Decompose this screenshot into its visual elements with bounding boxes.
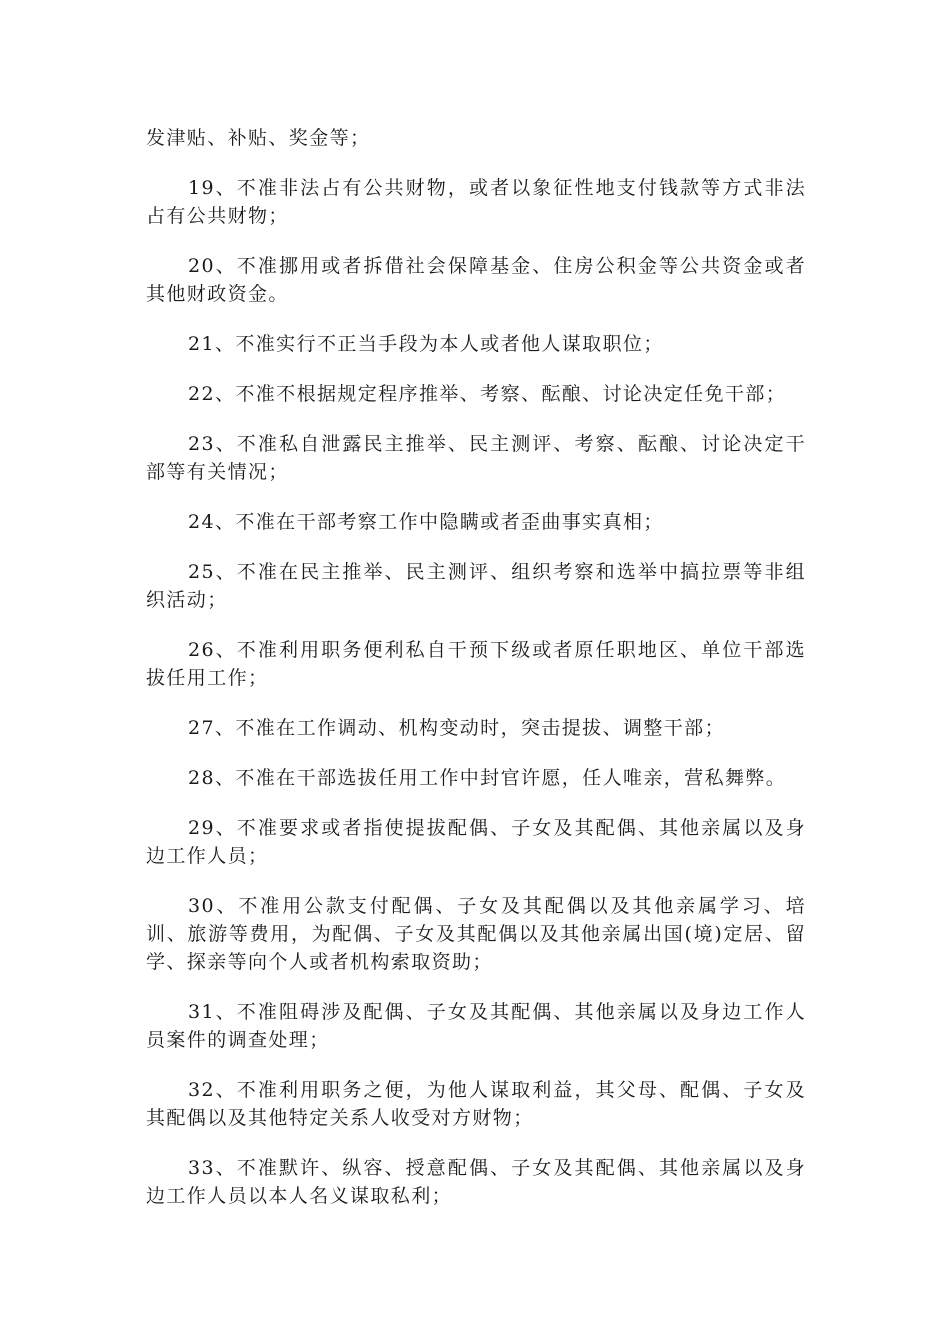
paragraph-item-25: 25、不准在民主推举、民主测评、组织考察和选举中搞拉票等非组织活动； (146, 561, 806, 611)
paragraph-item-19: 19、不准非法占有公共财物，或者以象征性地支付钱款等方式非法占有公共财物； (146, 177, 806, 227)
paragraph-item-20: 20、不准挪用或者拆借社会保障基金、住房公积金等公共资金或者其他财政资金。 (146, 255, 806, 305)
paragraph-item-30: 30、不准用公款支付配偶、子女及其配偶以及其他亲属学习、培训、旅游等费用，为配偶、子女及其配偶以及其他亲属出国(境)定居、留学、探亲等向个人或者机构索取资助； (146, 895, 806, 973)
paragraph-item-33: 33、不准默许、纵容、授意配偶、子女及其配偶、其他亲属以及身边工作人员以本人名义谋取私利； (146, 1157, 806, 1207)
paragraph-item-31: 31、不准阻碍涉及配偶、子女及其配偶、其他亲属以及身边工作人员案件的调查处理； (146, 1001, 806, 1051)
paragraph-item-24: 24、不准在干部考察工作中隐瞒或者歪曲事实真相； (188, 511, 664, 533)
paragraph-item-21: 21、不准实行不正当手段为本人或者他人谋取职位； (188, 333, 664, 355)
paragraph-item-32: 32、不准利用职务之便，为他人谋取利益，其父母、配偶、子女及其配偶以及其他特定关系人收受对方财物； (146, 1079, 806, 1129)
paragraph-item-27: 27、不准在工作调动、机构变动时，突击提拔、调整干部； (188, 717, 725, 739)
paragraph-item-26: 26、不准利用职务便利私自干预下级或者原任职地区、单位干部选拔任用工作； (146, 639, 806, 689)
paragraph-continuation: 发津贴、补贴、奖金等； (146, 127, 371, 149)
document-body (146, 124, 806, 1232)
paragraph-item-23: 23、不准私自泄露民主推举、民主测评、考察、酝酿、讨论决定干部等有关情况； (146, 433, 806, 483)
paragraph-item-29: 29、不准要求或者指使提拔配偶、子女及其配偶、其他亲属以及身边工作人员； (146, 817, 806, 867)
paragraph-item-22: 22、不准不根据规定程序推举、考察、酝酿、讨论决定任免干部； (188, 383, 787, 405)
paragraph-item-28: 28、不准在干部选拔任用工作中封官许愿，任人唯亲，营私舞弊。 (188, 767, 787, 789)
